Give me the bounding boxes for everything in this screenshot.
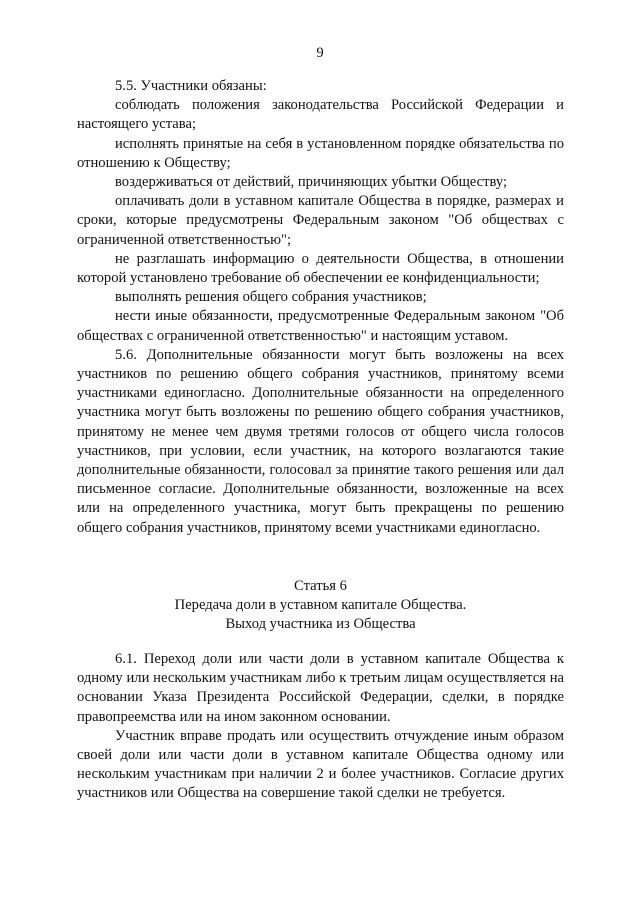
obligation-item: оплачивать доли в уставном капитале Общества в порядке, размерах и сроки, которые предусмотрены Федеральным законом "Об обществах с ограниченной ответственностью"; (77, 193, 564, 248)
paragraph-6-1: 6.1. Переход доли или части доли в уставном капитале Общества к одному или нескольким участникам либо к третьим лицам осуществляется на основании Указа Президента Российской Федерации, сделки, в порядке правопреемства или на ином законном основании. (77, 651, 564, 725)
obligation-item: исполнять принятые на себя в установленном порядке обязательства по отношению к Обществу; (77, 135, 564, 171)
section-6-text (77, 650, 564, 804)
article-6-heading (77, 577, 564, 635)
obligation-item: соблюдать положения законодательства Российской Федерации и настоящего устава; (77, 97, 564, 133)
obligation-item: не разглашать информацию о деятельности Общества, в отношении которой установлено требование об обеспечении ее конфиденциальности; (77, 250, 564, 287)
article-title-line-2: Выход участника из Общества (225, 616, 416, 633)
paragraph-6-1-continued: Участник вправе продать или осуществить отчуждение иным образом своей доли или части доли в уставном капитале Общества одному или нескольким участникам при наличии 2 и более участников. Согласие других участников или Общества на совершение такой сделки не требуется. (77, 727, 564, 802)
section-5-text (77, 77, 564, 538)
article-title-line-1: Передача доли в уставном капитале Общества. (174, 597, 467, 614)
page-number: 9 (316, 45, 324, 61)
obligation-item: выполнять решения общего собрания участников; (115, 289, 427, 306)
obligation-item: нести иные обязанности, предусмотренные Федеральным законом "Об обществах с ограниченной ответственностью" и настоящим уставом. (77, 308, 564, 344)
obligation-item: воздерживаться от действий, причиняющих убытки Обществу; (115, 174, 508, 191)
article-label: Статья 6 (294, 578, 347, 594)
paragraph-5-5: 5.5. Участники обязаны: (115, 78, 267, 94)
paragraph-5-6: 5.6. Дополнительные обязанности могут быть возложены на всех участников по решению общего собрания участников, принятому всеми участниками единогласно. Дополнительные обязанности на определенного участника могут быть возложены по решению общего собрания участников, принятому не менее чем двумя третями голосов от общего числа голосов участников, при условии, если участник, на которого возлагаются такие дополнительные обязанности, голосовал за принятие такого решения или дал письменное согласие. Дополнительные обязанности, возложенные на всех или на определенного участника, могут быть прекращены по решению общего собрания участников, принятому всеми участниками единогласно. (77, 346, 564, 536)
